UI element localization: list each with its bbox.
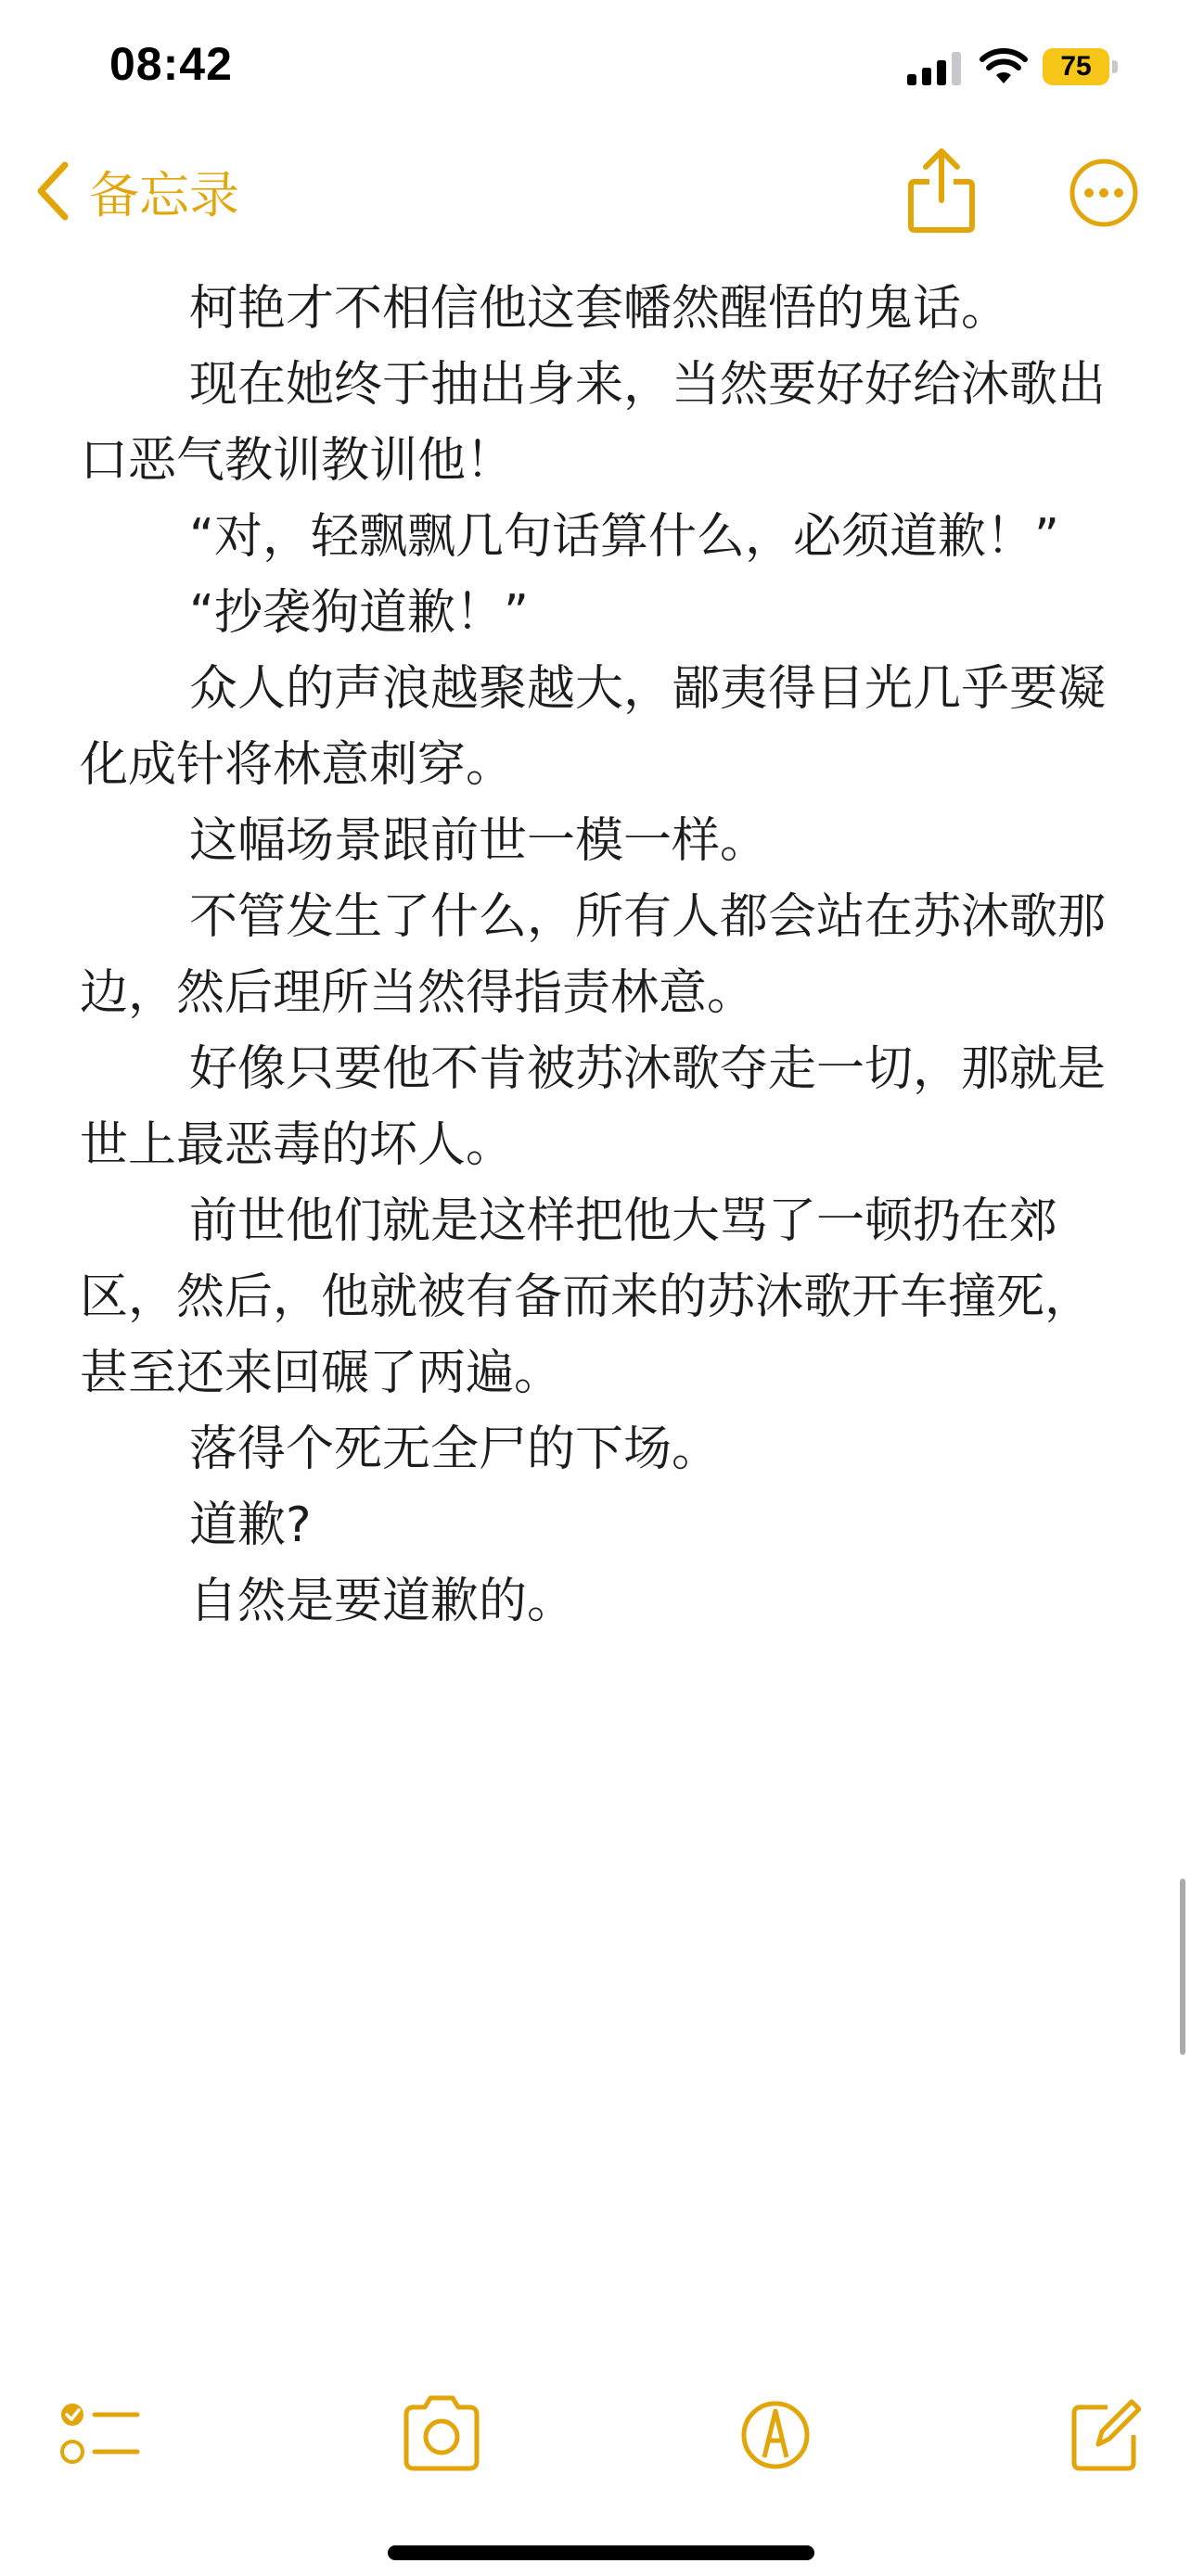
wifi-icon [980,48,1028,85]
note-paragraph: “对，轻飘飘几句话算什么，必须道歉！” [189,509,1059,565]
note-paragraph: 落得个死无全尸的下场。 [189,1422,721,1477]
note-paragraph: 道歉? [189,1498,312,1553]
note-paragraph: 柯艳才不相信他这套幡然醒悟的鬼话。 [189,281,1010,337]
note-paragraph: 好像只要他不肯被苏沐歌夺走一切，那就是世上最恶毒的坏人。 [80,1041,1107,1173]
checklist-button[interactable] [59,2383,143,2485]
note-body[interactable] [80,271,1122,1639]
camera-button[interactable] [399,2383,484,2485]
status-bar [0,0,1191,130]
note-paragraph: 不管发生了什么，所有人都会站在苏沐歌那边，然后理所当然得指责林意。 [80,889,1107,1021]
share-icon[interactable] [905,147,978,236]
note-paragraph: “抄袭狗道歉！” [189,585,529,641]
status-time: 08:42 [109,38,233,90]
checklist-icon [59,2383,143,2485]
note-paragraph: 众人的声浪越聚越大，鄙夷得目光几乎要凝化成针将林意刺穿。 [80,661,1107,793]
note-paragraph: 前世他们就是这样把他大骂了一顿扔在郊区，然后，他就被有备而来的苏沐歌开车撞死，甚至还来回碾了两遍。 [80,1193,1094,1401]
nav-bar [0,130,1191,252]
compose-icon [1067,2383,1141,2485]
scroll-indicator[interactable] [1180,1879,1185,2055]
camera-icon [399,2383,484,2485]
more-icon[interactable] [1069,158,1139,228]
cellular-signal-icon [907,52,963,85]
markup-icon [738,2383,813,2485]
battery-level: 75 [1060,51,1092,82]
back-label: 备忘录 [89,165,239,224]
bottom-toolbar [0,2383,1191,2485]
battery-icon [1043,48,1119,85]
back-button[interactable] [32,158,239,224]
chevron-left-icon [32,158,72,224]
note-paragraph: 现在她终于抽出身来，当然要好好给沐歌出口恶气教训教训他！ [80,357,1107,489]
home-indicator[interactable] [388,2545,814,2560]
note-paragraph: 这幅场景跟前世一模一样。 [189,813,769,869]
note-paragraph: 自然是要道歉的。 [189,1574,576,1629]
compose-button[interactable] [1067,2383,1141,2485]
markup-button[interactable] [738,2383,813,2485]
battery-tip [1112,60,1118,73]
